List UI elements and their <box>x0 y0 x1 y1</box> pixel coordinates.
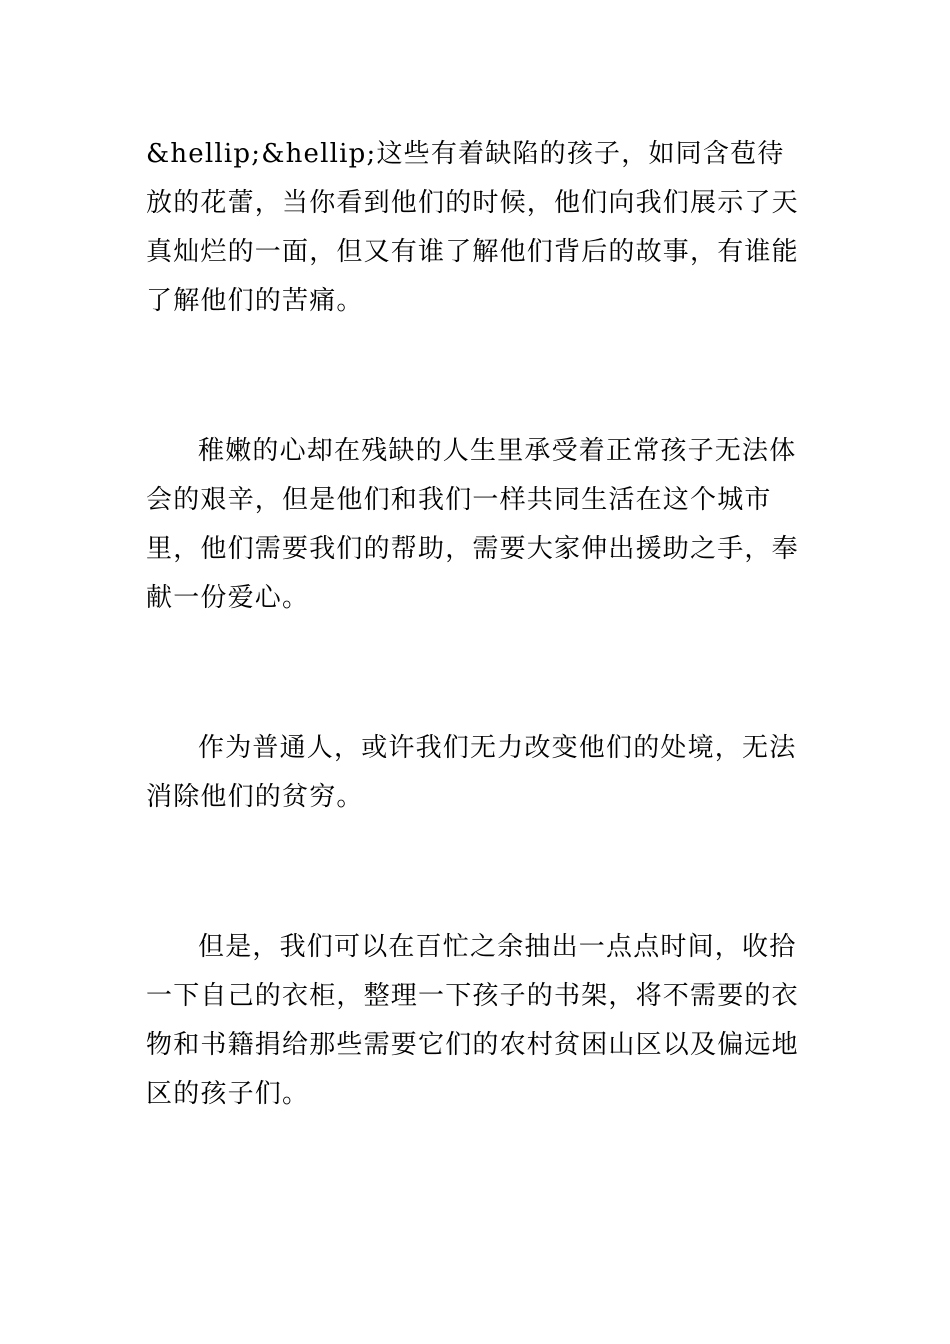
paragraph-spacer <box>146 623 806 724</box>
paragraph-4: 但是，我们可以在百忙之余抽出一点点时间，收拾一下自己的衣柜，整理一下孩子的书架，将不需要的衣物和书籍捐给那些需要它们的农村贫困山区以及偏远地区的孩子们。 <box>146 932 799 1109</box>
paragraph-3: 作为普通人，或许我们无力改变他们的处境，无法消除他们的贫穷。 <box>146 733 797 812</box>
paragraph-1: &hellip;&hellip;这些有着缺陷的孩子，如同含苞待放的花蕾，当你看到他们的时候，他们向我们展示了天真灿烂的一面，但又有谁了解他们背后的故事，有谁能了解他们的苦痛。 <box>146 139 799 316</box>
paragraph-spacer <box>146 822 806 923</box>
paragraph-2: 稚嫩的心却在残缺的人生里承受着正常孩子无法体会的艰辛，但是他们和我们一样共同生活在这个城市里，他们需要我们的帮助，需要大家伸出援助之手，奉献一份爱心。 <box>146 436 799 613</box>
document-page <box>146 130 806 1119</box>
paragraph-spacer <box>146 326 806 427</box>
